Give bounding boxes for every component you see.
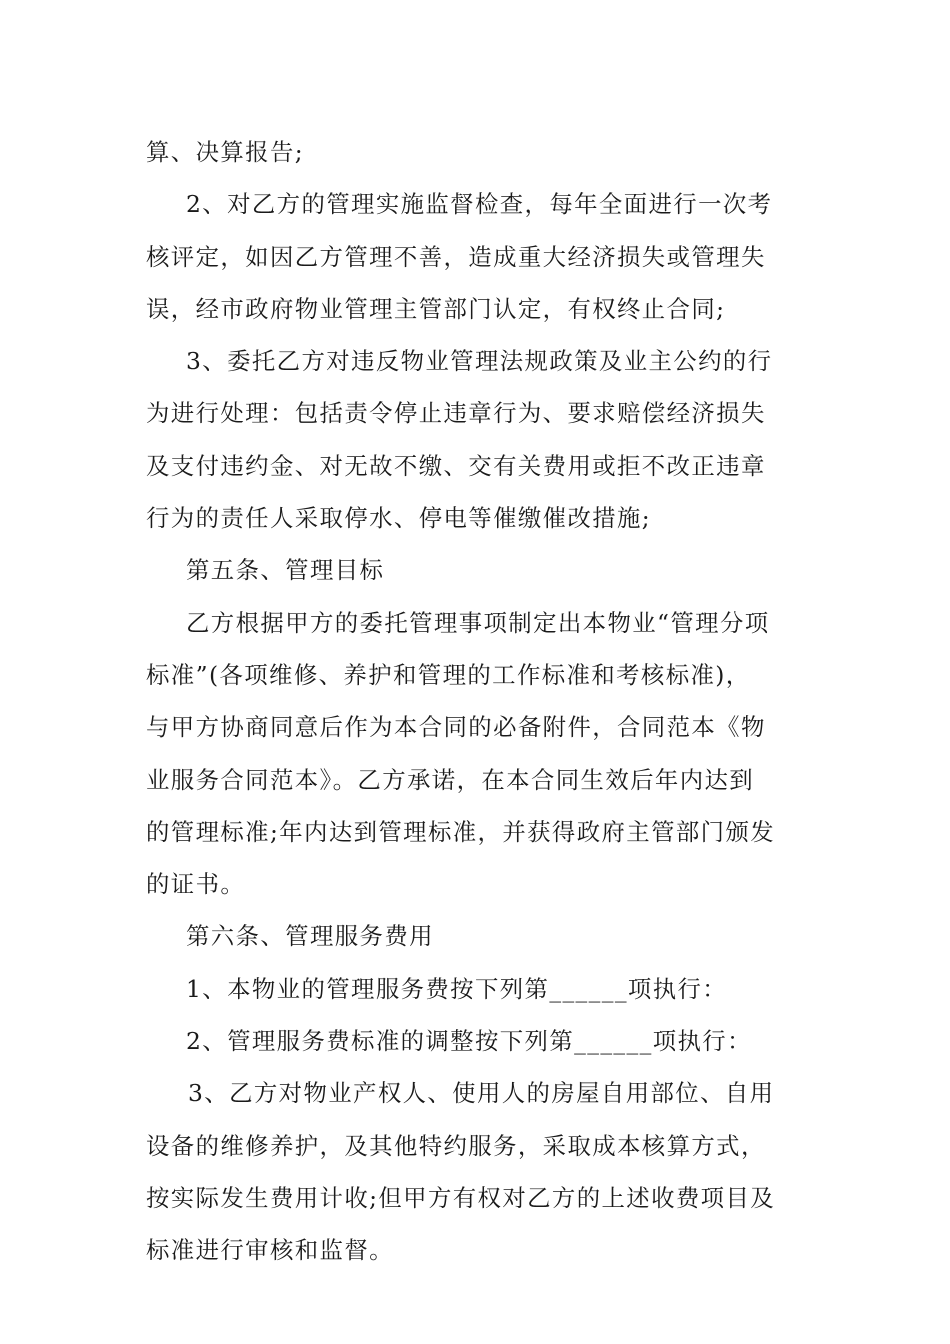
text-line: 的证书。 [146,870,246,899]
document-body [146,126,810,1277]
text-line: 为进行处理：包括责令停止违章行为、要求赔偿经济损失 [146,399,766,428]
paragraph-fee-item-1: 1、本物业的管理服务费按下列第______项执行： [186,974,728,1003]
section-heading-article-5: 第五条、管理目标 [186,556,385,585]
paragraph-fee-item-3: 3、乙方对物业产权人、使用人的房屋自用部位、自用 [188,1079,775,1108]
text-line: 误，经市政府物业管理主管部门认定，有权终止合同; [146,294,726,323]
paragraph-management-goal: 乙方根据甲方的委托管理事项制定出本物业“管理分项 [186,608,770,637]
text-line: 核评定，如因乙方管理不善，造成重大经济损失或管理失 [146,242,766,271]
text-line: 及支付违约金、对无故不缴、交有关费用或拒不改正违章 [146,451,766,480]
text-line: 标准”(各项维修、养护和管理的工作标准和考核标准)， [146,660,751,689]
text-line: 算、决算报告; [146,138,305,166]
paragraph-clause-3: 3、委托乙方对违反物业管理法规政策及业主公约的行 [186,347,773,376]
text-line: 业服务合同范本》。乙方承诺，在本合同生效后年内达到 [146,765,755,794]
paragraph-clause-2: 2、对乙方的管理实施监督检查，每年全面进行一次考 [186,190,773,219]
text-line: 行为的责任人采取停水、停电等催缴催改措施; [146,504,652,533]
text-line: 与甲方协商同意后作为本合同的必备附件，合同范本《物 [146,713,766,742]
paragraph-fee-item-2: 2、管理服务费标准的调整按下列第______项执行： [186,1027,752,1056]
text-line: 标准进行审核和监督。 [146,1236,394,1265]
text-line: 按实际发生费用计收;但甲方有权对乙方的上述收费项目及 [146,1183,776,1212]
section-heading-article-6: 第六条、管理服务费用 [186,922,434,951]
text-line: 的管理标准;年内达到管理标准，并获得政府主管部门颁发 [146,817,776,846]
text-line: 设备的维修养护，及其他特约服务，采取成本核算方式， [146,1131,766,1160]
